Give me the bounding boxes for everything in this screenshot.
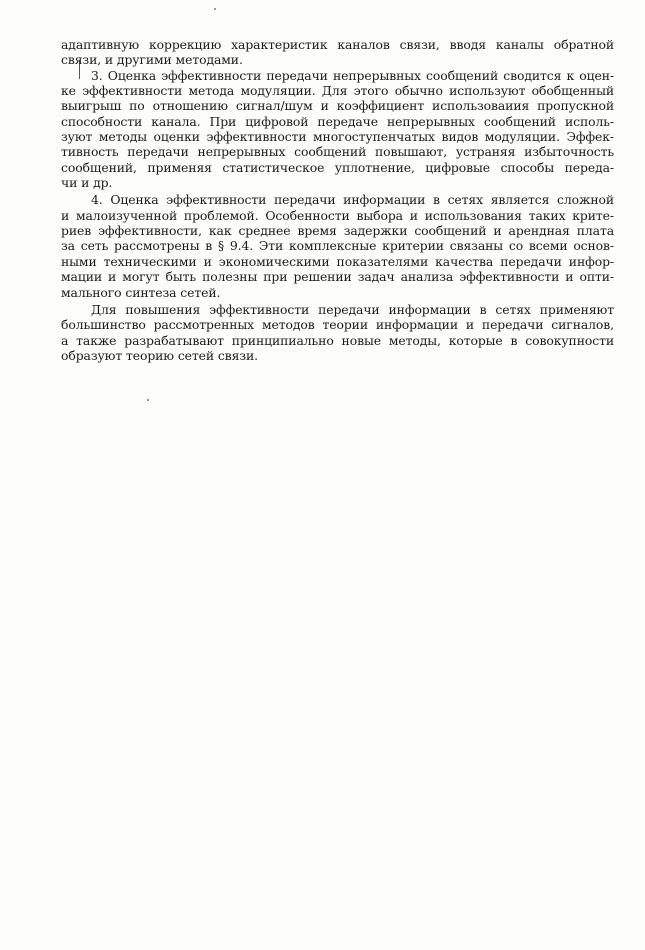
text-line: а также разрабатывают принципиально новые методы, которые в совокупности: [61, 332, 614, 348]
text-line: тивность передачи непрерывных сообщений повышают, устраняя избыточность: [61, 144, 614, 160]
text-line: и малоизученной проблемой. Особенности выбора и использования таких крите-: [61, 207, 614, 223]
paragraph-4: [61, 302, 614, 363]
paragraph-3: [61, 192, 614, 299]
text-line: зуют методы оценки эффективности многоступенчатых видов модуляции. Эффек-: [61, 129, 614, 145]
scan-speck: [147, 399, 149, 401]
paragraph-2: [61, 68, 614, 191]
text-line: чи и др.: [61, 175, 113, 191]
text-line: выигрыш по отношению сигнал/шум и коэффициент использоваиия пропускной: [61, 98, 614, 114]
text-line: мального синтеза сетей.: [61, 284, 221, 300]
text-line: мации и могут быть полезны при решении задач анализа эффективности и опти-: [61, 269, 614, 285]
text-line: способности канала. При цифровой передаче непрерывных сообщений исполь-: [61, 113, 614, 129]
text-line: сообщений, применяя статистическое уплотнение, цифровые способы переда-: [61, 159, 614, 175]
scan-speck: [214, 8, 216, 10]
text-line: связи, и другими методами.: [61, 52, 243, 68]
body-text: [61, 37, 614, 363]
text-line: образуют теорию сетей связи.: [61, 347, 258, 363]
text-line: ными техническими и экономическими показателями качества передачи инфор-: [61, 253, 614, 269]
text-line: 4. Оценка эффективности передачи информации в сетях является сложной: [91, 192, 614, 208]
text-line: риев эффективности, как среднее время задержки сообщений и арендная плата: [61, 223, 614, 239]
text-line: адаптивную коррекцию характеристик каналов связи, вводя каналы обратной: [61, 37, 614, 52]
text-line: Для повышения эффективности передачи информации в сетях применяют: [91, 301, 614, 317]
text-line: большинство рассмотренных методов теории информации и передачи сигналов,: [61, 317, 614, 333]
text-line: за сеть рассмотрены в § 9.4. Эти комплексные критерии связаны со всеми основ-: [61, 238, 614, 254]
paragraph-1: [61, 37, 614, 68]
text-line: ке эффективности метода модуляции. Для этого обычно используют обобщенный: [61, 83, 614, 99]
text-line: 3. Оценка эффективности передачи непрерывных сообщений сводится к оцен-: [91, 67, 614, 83]
